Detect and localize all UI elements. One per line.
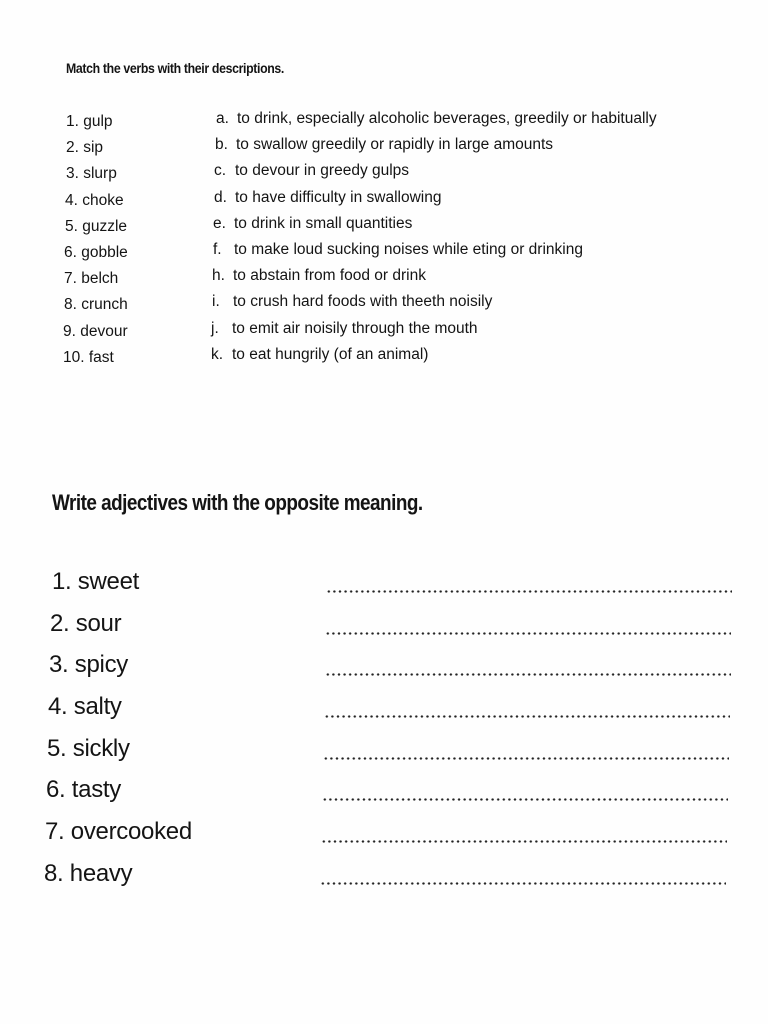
matching-row-3 <box>0 162 768 188</box>
adjective-item-8: 8. heavy <box>44 859 133 887</box>
opposites-list <box>0 568 768 902</box>
description-b <box>215 136 553 154</box>
description-text: to have difficulty in swallowing <box>235 188 442 206</box>
opposite-row-5 <box>0 735 768 777</box>
matching-row-2 <box>0 136 768 162</box>
description-text: to make loud sucking noises while eting or drinking <box>234 240 583 258</box>
matching-row-6 <box>0 241 768 267</box>
verb-item-2: 2. sip <box>66 139 104 157</box>
answer-blank[interactable] <box>323 757 729 760</box>
description-j <box>211 320 478 338</box>
description-letter: b. <box>215 136 228 154</box>
answer-blank[interactable] <box>325 632 731 635</box>
description-c <box>214 162 409 180</box>
answer-blank[interactable] <box>320 882 726 885</box>
adjective-item-4: 4. salty <box>48 693 122 721</box>
adjective-item-6: 6. tasty <box>46 776 121 804</box>
description-text: to drink in small quantities <box>234 214 413 232</box>
opposite-row-1 <box>0 568 768 610</box>
verb-item-10: 10. fast <box>63 348 114 366</box>
description-letter: c. <box>214 162 227 180</box>
description-text: to devour in greedy gulps <box>235 162 410 180</box>
opposite-row-4 <box>0 693 768 735</box>
exercise1-title: Match the verbs with their descriptions. <box>66 60 284 76</box>
description-text: to crush hard foods with theeth noisily <box>233 293 493 311</box>
description-letter: k. <box>211 345 224 363</box>
matching-row-9 <box>0 320 768 346</box>
opposite-row-2 <box>0 610 768 652</box>
matching-row-5 <box>0 215 768 241</box>
verb-item-3: 3. slurp <box>66 165 117 183</box>
description-text: to drink, especially alcoholic beverages, greedily or habitually <box>237 110 657 127</box>
exercise2-title: Write adjectives with the opposite meaning. <box>52 490 423 515</box>
description-k <box>211 346 428 364</box>
adjective-item-1: 1. sweet <box>52 568 139 595</box>
adjective-item-3: 3. spicy <box>49 651 128 679</box>
adjective-item-2: 2. sour <box>50 609 122 637</box>
opposite-row-6 <box>0 776 768 818</box>
answer-blank[interactable] <box>322 798 728 801</box>
opposite-row-8 <box>0 860 768 902</box>
verb-item-6: 6. gobble <box>64 243 128 261</box>
description-f <box>213 241 583 259</box>
description-letter: d. <box>214 188 227 206</box>
verb-item-5: 5. guzzle <box>65 217 128 235</box>
description-letter: e. <box>213 214 226 232</box>
matching-row-4 <box>0 189 768 215</box>
answer-blank[interactable] <box>324 715 730 718</box>
description-d <box>214 189 442 207</box>
description-text: to eat hungrily (of an animal) <box>232 345 429 363</box>
description-letter: a. <box>216 110 229 127</box>
description-h <box>212 267 426 285</box>
description-e <box>213 215 412 233</box>
verb-item-9: 9. devour <box>63 322 128 340</box>
verb-item-7: 7. belch <box>64 270 119 288</box>
matching-row-7 <box>0 267 768 293</box>
description-text: to emit air noisily through the mouth <box>232 319 478 337</box>
answer-blank[interactable] <box>326 590 732 593</box>
matching-row-10 <box>0 346 768 372</box>
description-letter: f. <box>213 240 222 258</box>
answer-blank[interactable] <box>325 673 731 676</box>
matching-row-1 <box>0 110 768 136</box>
verb-item-4: 4. choke <box>65 191 124 209</box>
description-letter: h. <box>212 267 225 285</box>
matching-list <box>0 110 768 372</box>
description-letter: j. <box>211 319 219 337</box>
description-i <box>212 293 492 311</box>
opposite-row-7 <box>0 818 768 860</box>
description-letter: i. <box>212 293 220 311</box>
answer-blank[interactable] <box>321 840 727 843</box>
verb-item-8: 8. crunch <box>64 296 128 314</box>
verb-item-1: 1. gulp <box>66 113 113 130</box>
description-text: to swallow greedily or rapidly in large amounts <box>236 136 554 154</box>
adjective-item-5: 5. sickly <box>47 734 130 762</box>
matching-row-8 <box>0 293 768 319</box>
adjective-item-7: 7. overcooked <box>45 818 192 846</box>
opposite-row-3 <box>0 651 768 693</box>
description-a <box>216 110 657 128</box>
description-text: to abstain from food or drink <box>233 267 426 285</box>
